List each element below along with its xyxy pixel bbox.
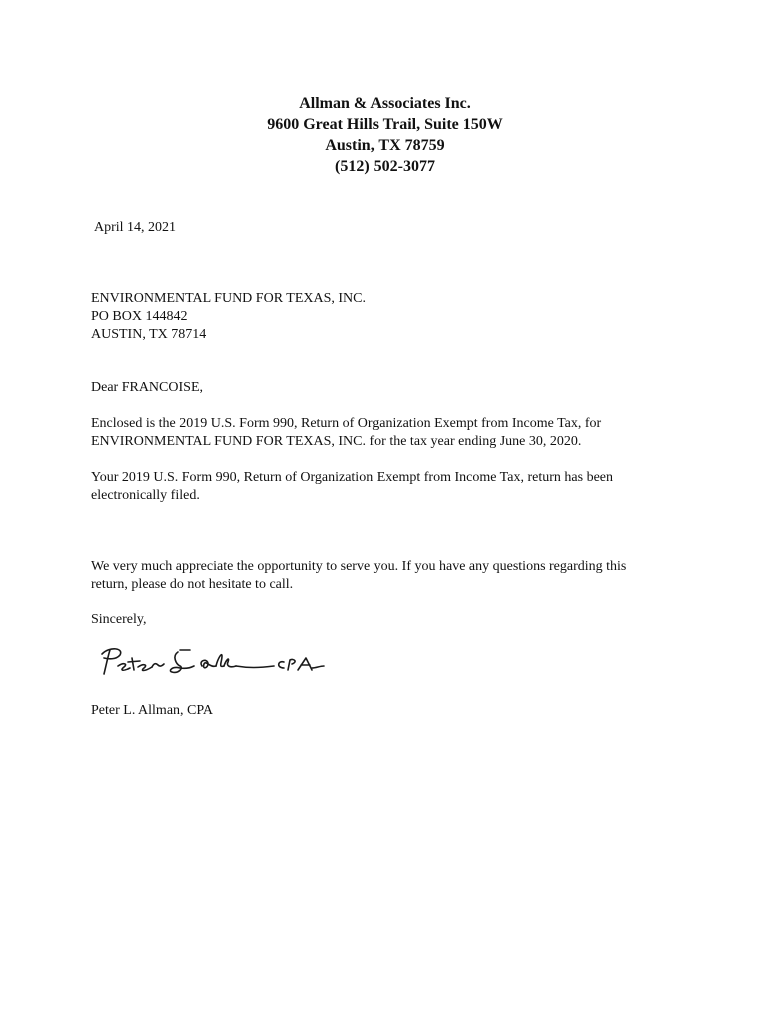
paragraph-line: We very much appreciate the opportunity to serve you. If you have any questions regarding this	[91, 559, 627, 574]
company-street: 9600 Great Hills Trail, Suite 150W	[267, 116, 503, 133]
company-name: Allman & Associates Inc.	[299, 95, 471, 112]
paragraph-line: electronically filed.	[91, 488, 200, 503]
recipient-address-line1: PO BOX 144842	[91, 309, 188, 324]
paragraph-filing	[91, 469, 691, 505]
paragraph-line: Enclosed is the 2019 U.S. Form 990, Return of Organization Exempt from Income Tax, for	[91, 416, 602, 431]
recipient-address	[91, 290, 691, 344]
salutation: Dear FRANCOISE,	[91, 380, 203, 395]
letter-date: April 14, 2021	[94, 220, 177, 235]
recipient-address-line2: AUSTIN, TX 78714	[91, 327, 207, 342]
signer-name: Peter L. Allman, CPA	[91, 703, 213, 718]
paragraph-line: Your 2019 U.S. Form 990, Return of Organization Exempt from Income Tax, return has been	[91, 470, 613, 485]
paragraph-appreciation	[91, 558, 691, 594]
signature-image	[98, 644, 330, 678]
company-phone: (512) 502-3077	[335, 158, 435, 175]
paragraph-line: ENVIRONMENTAL FUND FOR TEXAS, INC. for the tax year ending June 30, 2020.	[91, 434, 582, 449]
recipient-name: ENVIRONMENTAL FUND FOR TEXAS, INC.	[91, 291, 366, 306]
paragraph-enclosure	[91, 415, 691, 451]
letterhead	[0, 93, 770, 177]
paragraph-line: return, please do not hesitate to call.	[91, 577, 294, 592]
closing: Sincerely,	[91, 612, 147, 627]
company-city: Austin, TX 78759	[325, 137, 445, 154]
